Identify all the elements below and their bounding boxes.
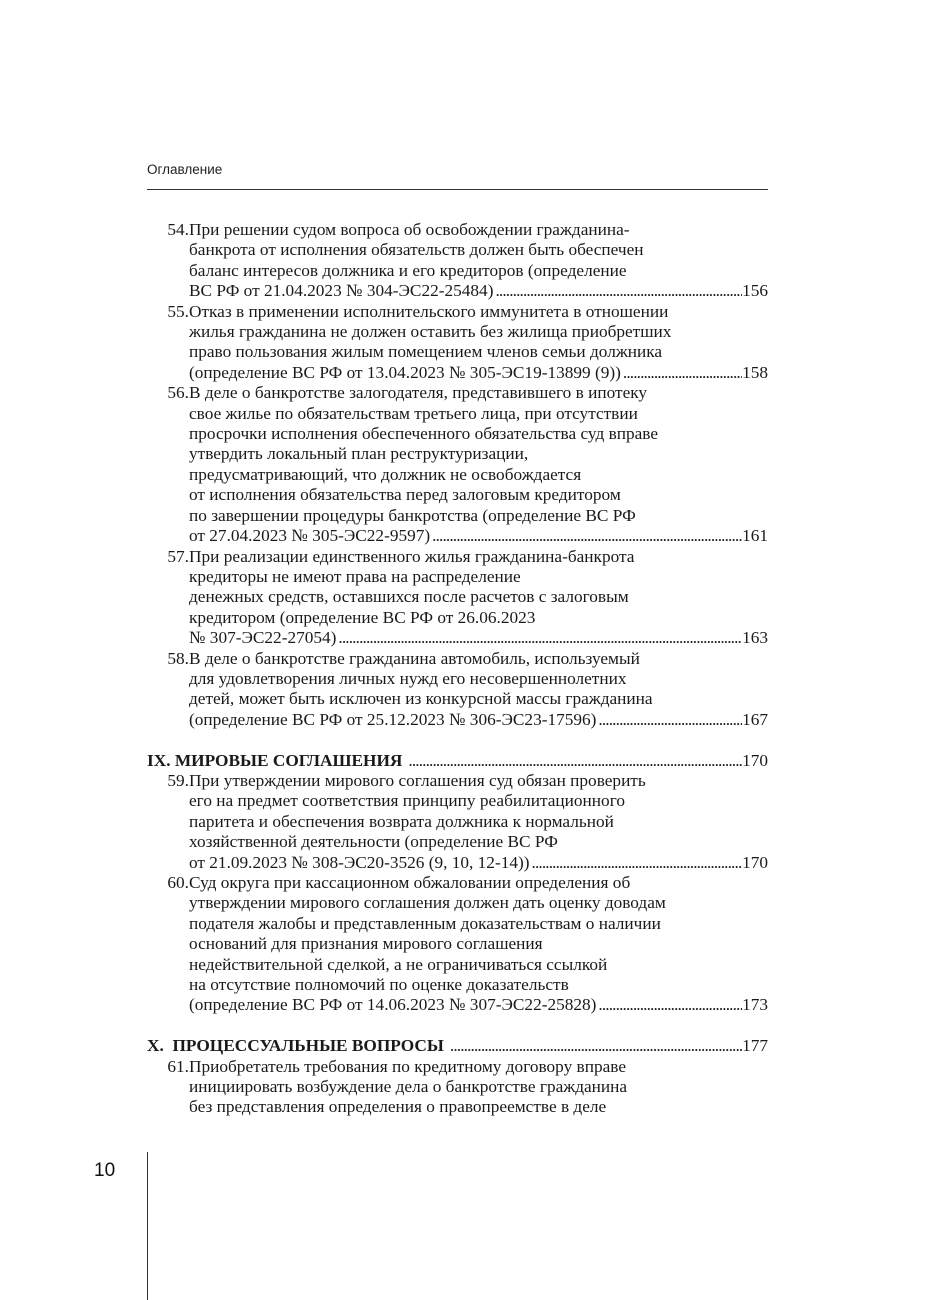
entry-text-line: Суд округа при кассационном обжаловании определения об (189, 872, 631, 892)
leader-dots (336, 628, 742, 648)
toc-section-heading[interactable] (147, 751, 768, 771)
entry-text-line: баланс интересов должника и его кредиторов (определение (189, 260, 627, 280)
page-ref: 161 (742, 526, 768, 546)
leader-dots (596, 710, 742, 730)
entry-text-line: банкрота от исполнения обязательств должен быть обеспечен (189, 240, 644, 260)
entry-text-line: В деле о банкротстве залогодателя, представившего в ипотеку (189, 383, 648, 403)
entry-text-line: денежных средств, оставшихся после расчетов с залоговым (189, 587, 629, 607)
entry-text-line: без представления определения о правопреемстве в деле (189, 1097, 607, 1117)
entry-number: 57. (167, 546, 189, 566)
page-ref: 177 (742, 1036, 768, 1056)
page-ref: 158 (742, 362, 768, 382)
leader-dots (402, 751, 742, 771)
toc-entry[interactable] (147, 1057, 768, 1118)
toc-entry[interactable] (147, 873, 768, 1016)
entry-text-line: При утверждении мирового соглашения суд обязан проверить (189, 770, 646, 790)
toc-entry[interactable] (147, 771, 768, 873)
entry-text-line: право пользования жилым помещением членов семьи должника (189, 342, 663, 362)
toc-entry[interactable] (147, 383, 768, 546)
toc-section-heading[interactable] (147, 1036, 768, 1056)
entry-text-line: от исполнения обязательства перед залоговым кредитором (189, 485, 621, 505)
entry-text-line: утвердить локальный план реструктуризации, (189, 444, 529, 464)
table-of-contents (147, 220, 768, 1118)
entry-number: 56. (167, 383, 189, 403)
toc-entry[interactable] (147, 302, 768, 384)
leader-dots (596, 995, 742, 1015)
page-number-rule (147, 1152, 148, 1300)
page-ref: 173 (742, 995, 768, 1015)
entry-text-line: При решении судом вопроса об освобождении гражданина- (189, 220, 630, 239)
entry-text-line: (определение ВС РФ от 13.04.2023 № 305-ЭС19-13899 (9)) (189, 362, 621, 382)
page-number: 10 (94, 1160, 116, 1181)
entry-text-line: на отсутствие полномочий по оценке доказательств (189, 975, 569, 995)
entry-text-line: хозяйственной деятельности (определение ВС РФ (189, 832, 558, 852)
entry-text-line: кредитором (определение ВС РФ от 26.06.2023 (189, 607, 536, 627)
entry-text-line: оснований для признания мирового соглашения (189, 934, 543, 954)
entry-text-line: подателя жалобы и представленным доказательствам о наличии (189, 913, 661, 933)
entry-number: 61. (167, 1056, 189, 1076)
leader-dots (444, 1036, 742, 1056)
entry-text-line: по завершении процедуры банкротства (определение ВС РФ (189, 505, 636, 525)
entry-text-line: недействительной сделкой, а не ограничиваться ссылкой (189, 954, 608, 974)
entry-text-line: детей, может быть исключен из конкурсной массы гражданина (189, 689, 653, 709)
entry-number: 55. (167, 301, 189, 321)
leader-dots (493, 281, 742, 301)
section-gap (147, 1016, 768, 1036)
entry-text-line: Отказ в применении исполнительского иммунитета в отношении (189, 301, 669, 321)
entry-text-line: В деле о банкротстве гражданина автомобиль, используемый (189, 648, 640, 668)
entry-number: 59. (167, 770, 189, 790)
entry-text-line: При реализации единственного жилья гражданина-банкрота (189, 546, 635, 566)
leader-dots (530, 853, 743, 873)
running-head: Оглавление (147, 162, 223, 177)
entry-number: 58. (167, 648, 189, 668)
entry-text-line: паритета и обеспечения возврата должника к нормальной (189, 811, 614, 831)
entry-text-line: свое жилье по обязательствам третьего лица, при отсутствии (189, 403, 638, 423)
entry-text-line: для удовлетворения личных нужд его несовершеннолетних (189, 668, 627, 688)
toc-entry[interactable] (147, 220, 768, 302)
entry-number: 60. (167, 872, 189, 892)
page-ref: 170 (742, 852, 768, 872)
toc-entry[interactable] (147, 649, 768, 731)
leader-dots (621, 363, 742, 383)
entry-text-line: Приобретатель требования по кредитному договору вправе (189, 1056, 626, 1076)
entry-text-line: (определение ВС РФ от 25.12.2023 № 306-ЭС23-17596) (189, 709, 597, 729)
entry-text-line: утверждении мирового соглашения должен дать оценку доводам (189, 893, 666, 913)
entry-text-line: жилья гражданина не должен оставить без жилища приобретших (189, 322, 672, 342)
leader-dots (430, 526, 742, 546)
page-ref: 167 (742, 709, 768, 729)
entry-text-line: (определение ВС РФ от 14.06.2023 № 307-ЭС22-25828) (189, 995, 597, 1015)
page-ref: 170 (742, 750, 768, 770)
entry-text-line: от 27.04.2023 № 305-ЭС22-9597) (189, 526, 431, 546)
entry-text-line: предусматривающий, что должник не освобождается (189, 464, 582, 484)
page-ref: 156 (742, 281, 768, 301)
entry-text-line: от 21.09.2023 № 308-ЭС20-3526 (9, 10, 12-14)) (189, 852, 530, 872)
entry-text-line: инициировать возбуждение дела о банкротстве гражданина (189, 1077, 628, 1097)
section-title: X. ПРОЦЕССУАЛЬНЫЕ ВОПРОСЫ (147, 1036, 444, 1056)
entry-text-line: его на предмет соответствия принципу реабилитационного (189, 791, 625, 811)
entry-text-line: № 307-ЭС22-27054) (189, 628, 337, 648)
section-gap (147, 730, 768, 750)
section-title: IX. МИРОВЫЕ СОГЛАШЕНИЯ (147, 750, 403, 770)
entry-text-line: ВС РФ от 21.04.2023 № 304-ЭС22-25484) (189, 281, 494, 301)
entry-text-line: просрочки исполнения обеспеченного обязательства суд вправе (189, 424, 659, 444)
toc-entry[interactable] (147, 547, 768, 649)
header-rule (147, 189, 768, 190)
page-ref: 163 (742, 628, 768, 648)
entry-text-line: кредиторы не имеют права на распределение (189, 566, 521, 586)
entry-number: 54. (167, 220, 189, 239)
